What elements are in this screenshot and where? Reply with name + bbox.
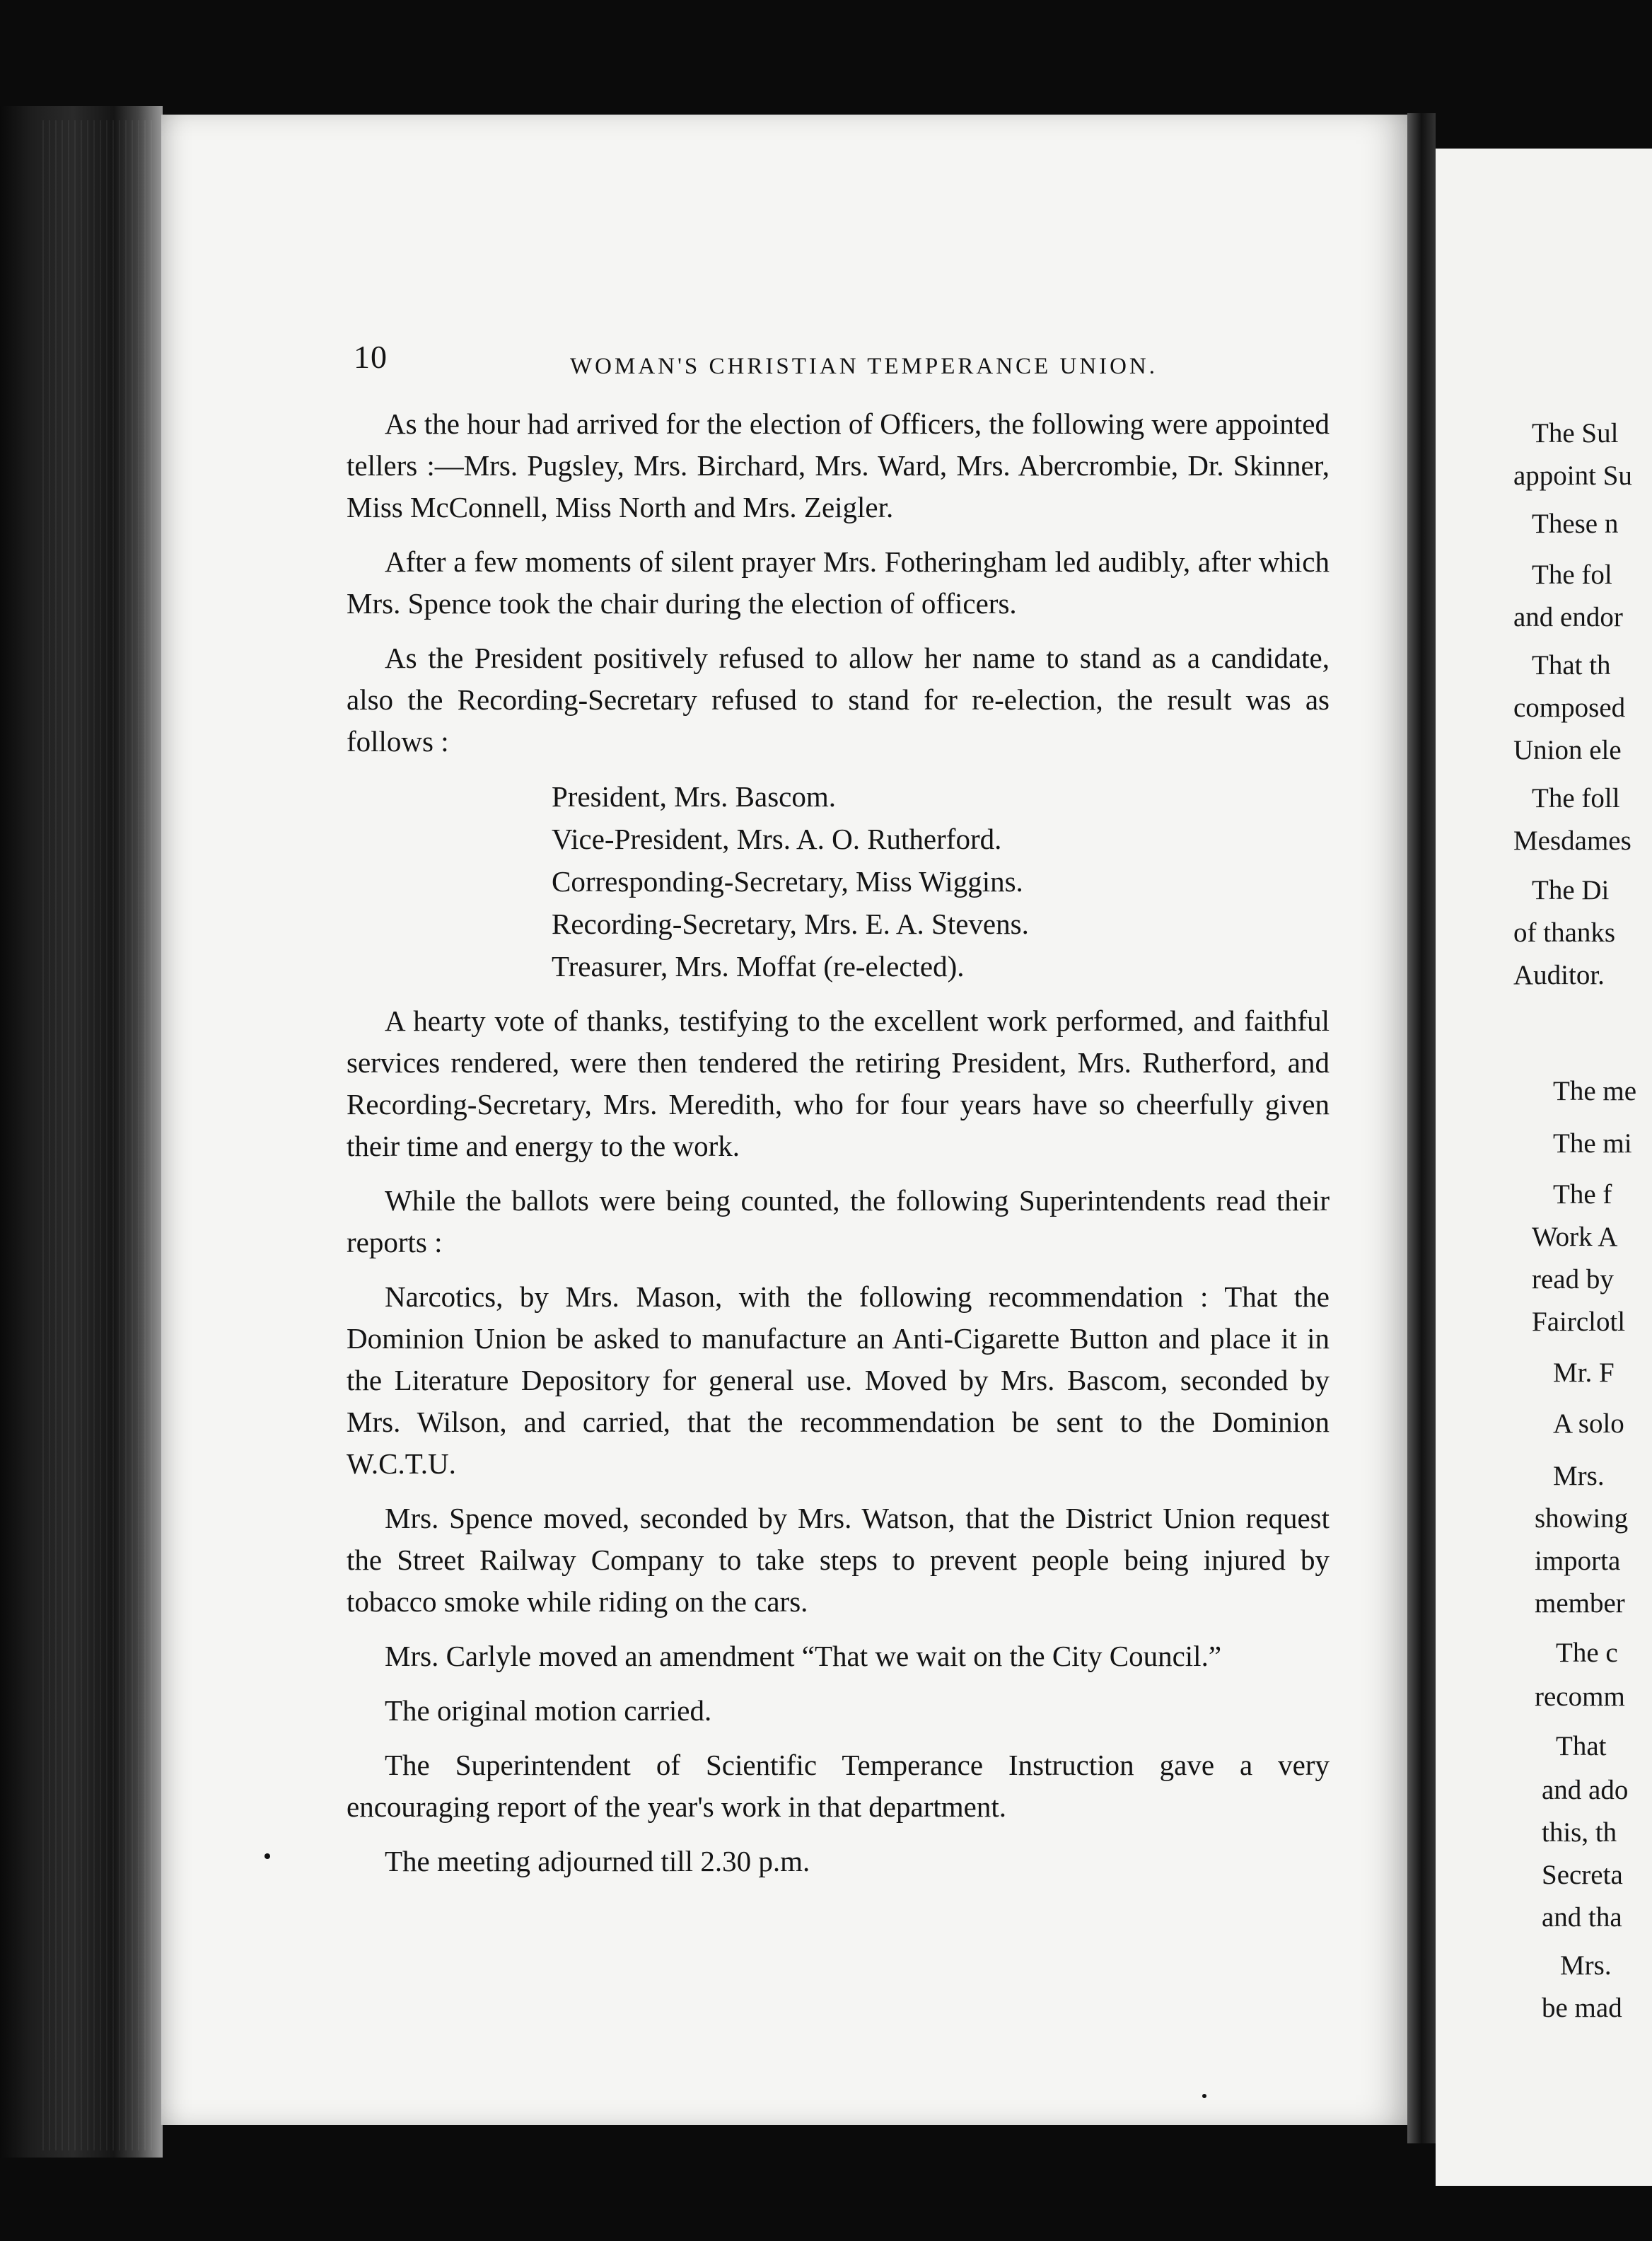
right-line: A solo [1553, 1408, 1624, 1439]
right-line: Mrs. [1553, 1461, 1605, 1491]
page-number: 10 [354, 339, 388, 375]
right-line: The mi [1553, 1128, 1632, 1159]
right-line: be mad [1542, 1993, 1622, 2023]
officers-list [552, 775, 1330, 988]
right-line: The fol [1532, 560, 1612, 590]
paragraph-ballots: While the ballots were being counted, the following Superintendents read their reports : [347, 1184, 1330, 1258]
right-line: These n [1532, 509, 1619, 539]
right-line: and ado [1542, 1775, 1629, 1805]
right-line: Work A [1532, 1222, 1618, 1252]
right-line: and tha [1542, 1902, 1622, 1933]
paragraph-prayer: After a few moments of silent prayer Mrs. Fotheringham led audibly, after which Mrs. Spence took the chair during the election of officers. [347, 545, 1330, 620]
officer-recording-secretary: Recording-Secretary, Mrs. E. A. Stevens. [552, 908, 1029, 940]
right-line: showing [1535, 1503, 1629, 1534]
right-line: recomm [1535, 1681, 1625, 1712]
paragraph-vote-of-thanks: A hearty vote of thanks, testifying to the excellent work performed, and faithful services rendered, were then tendered the retiring President, Mrs. Rutherford, and Recording-Secretary, Mrs. Meredith, who for four years have so cheerfully given their time and energy to the work. [347, 1004, 1330, 1162]
right-line: The c [1556, 1638, 1618, 1668]
book-gutter [1407, 113, 1436, 2143]
right-line: The me [1553, 1076, 1637, 1106]
right-line: The f [1553, 1179, 1612, 1210]
paragraph-narcotics: Narcotics, by Mrs. Mason, with the following recommendation : That the Dominion Union be asked to manufacture an Anti-Cigarette Button and place it in the Literature Depository for general use. Moved by Mrs. Bascom, seconded by Mrs. Wilson, and carried, that the recommendation be sent to the Dominion W.C.T.U. [347, 1280, 1330, 1480]
paragraph-carlyle-amendment: Mrs. Carlyle moved an amendment “That we wait on the City Council.” [385, 1640, 1222, 1672]
right-line: The Sul [1532, 418, 1619, 448]
right-line: The foll [1532, 783, 1620, 813]
paragraph-adjourned: The meeting adjourned till 2.30 p.m. [385, 1845, 810, 1877]
officer-corresponding-secretary: Corresponding-Secretary, Miss Wiggins. [552, 865, 1023, 898]
officer-president: President, Mrs. Bascom. [552, 780, 836, 813]
right-line: of thanks [1513, 917, 1616, 948]
right-line: member [1535, 1588, 1625, 1618]
right-line: Mr. F [1553, 1357, 1615, 1388]
page-edges [42, 120, 156, 2150]
right-line: That [1556, 1731, 1607, 1761]
right-line: and endor [1513, 602, 1623, 632]
paragraph-scientific-temperance: The Superintendent of Scientific Temperance Instruction gave a very encouraging report of the year's work in that department. [347, 1749, 1330, 1823]
right-line: Secreta [1542, 1860, 1623, 1890]
right-line: Mrs. [1560, 1950, 1612, 1981]
scan-speck [264, 1853, 270, 1859]
right-line: Union ele [1513, 735, 1622, 765]
officer-vice-president: Vice-President, Mrs. A. O. Rutherford. [552, 823, 1002, 855]
right-line: importa [1535, 1546, 1621, 1576]
right-line: appoint Su [1513, 461, 1632, 491]
right-line: read by [1532, 1264, 1614, 1295]
right-line: this, th [1542, 1817, 1617, 1848]
scan-speck [1202, 2094, 1206, 2098]
paragraph-motion-carried: The original motion carried. [385, 1694, 712, 1727]
right-line: Auditor. [1513, 960, 1605, 990]
paragraph-tellers: As the hour had arrived for the election of Officers, the following were appointed tellers :—Mrs. Pugsley, Mrs. Birchard, Mrs. Ward, Mrs. Abercrombie, Dr. Skinner, Miss McConnell, Miss North and Mrs. Zeigler. [347, 407, 1330, 523]
officer-treasurer: Treasurer, Mrs. Moffat (re-elected). [552, 950, 965, 983]
running-header: WOMAN'S CHRISTIAN TEMPERANCE UNION. [570, 354, 1158, 379]
right-line: That th [1532, 650, 1611, 681]
right-line: Fairclotl [1532, 1307, 1626, 1337]
paragraph-election-result: As the President positively refused to allow her name to stand as a candidate, also the Recording-Secretary refused to stand for re-election, the result was as follows : [347, 642, 1330, 758]
right-line: Mesdames [1513, 826, 1631, 856]
paragraph-spence-motion: Mrs. Spence moved, seconded by Mrs. Watson, that the District Union request the Street Railway Company to take steps to prevent people being injured by tobacco smoke while riding on the cars. [347, 1502, 1330, 1618]
body-text [347, 403, 1330, 1895]
right-line: The Di [1532, 875, 1610, 905]
right-line: composed [1513, 693, 1626, 723]
